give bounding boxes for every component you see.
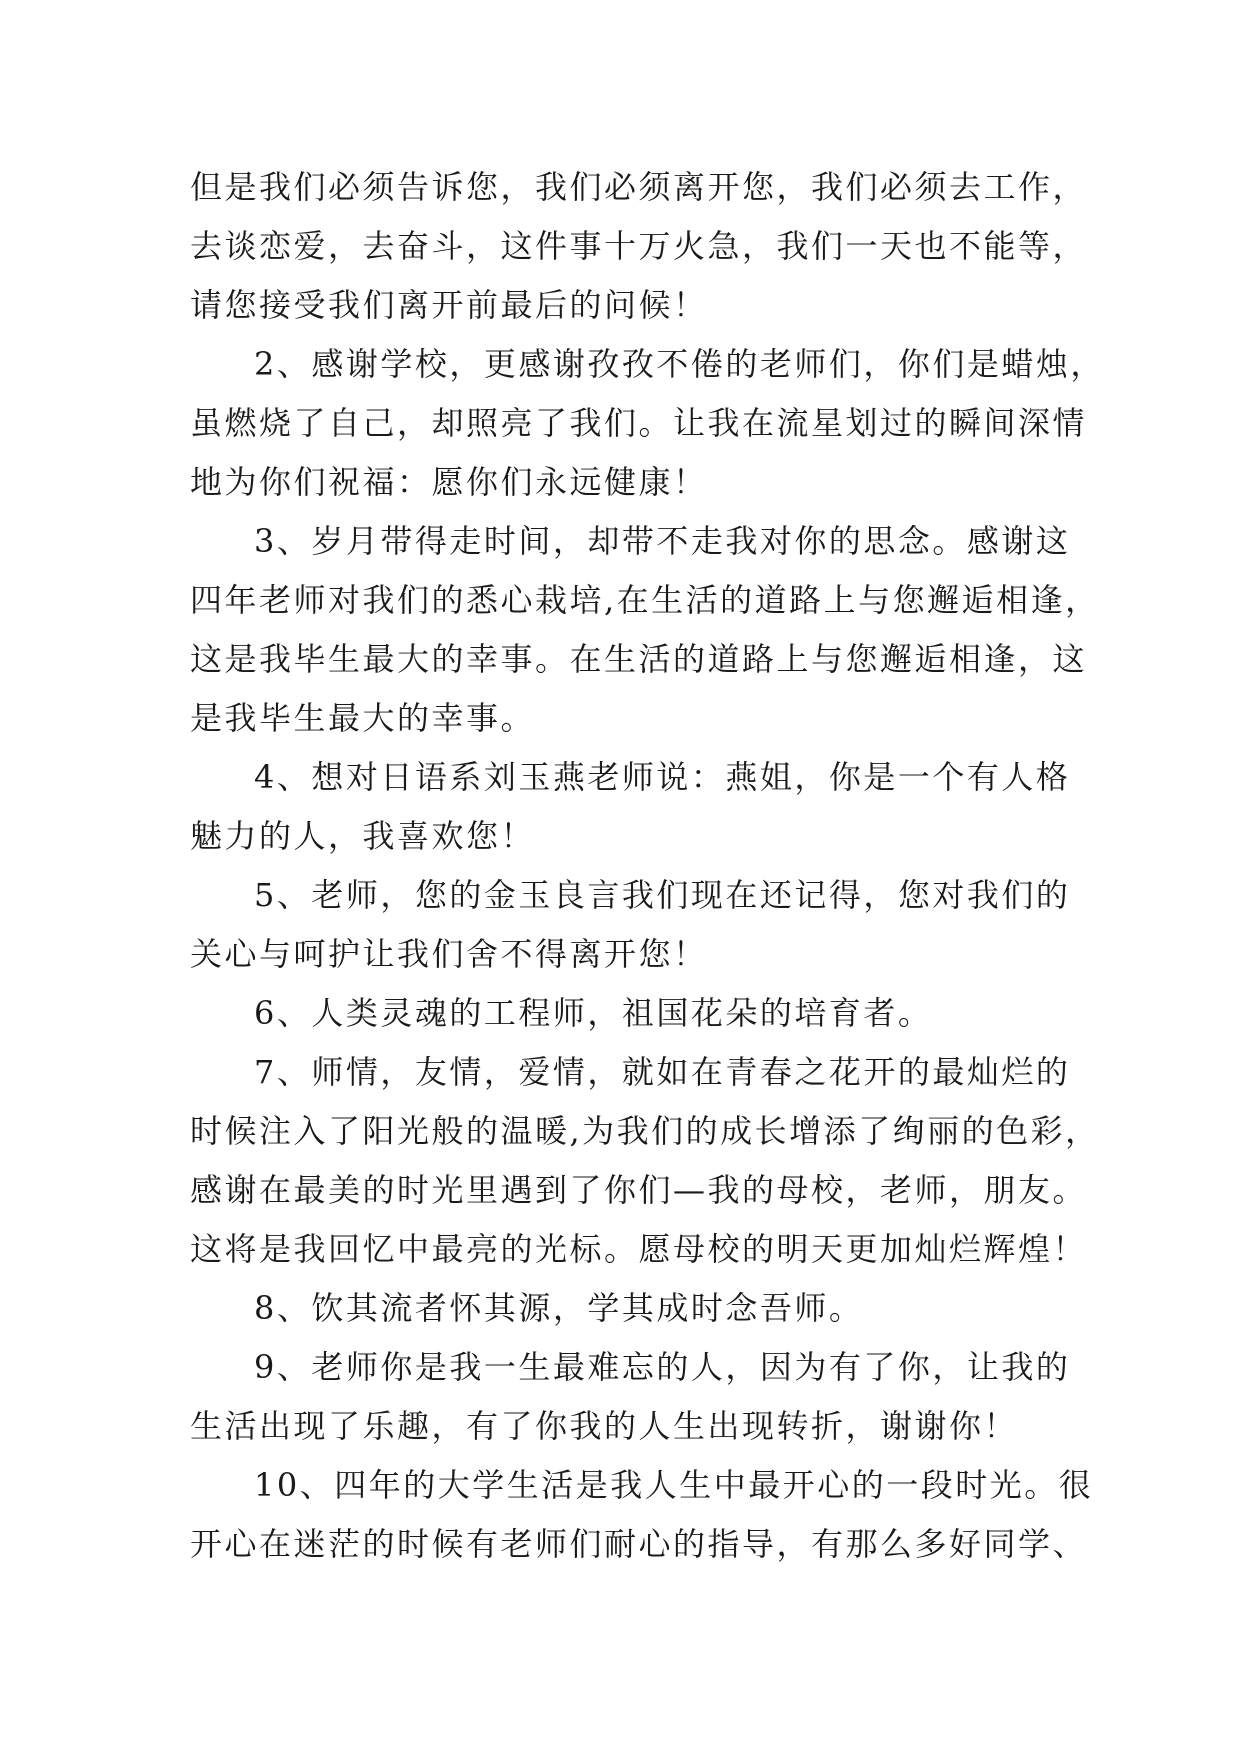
text-line: 但是我们必须告诉您，我们必须离开您，我们必须去工作， xyxy=(190,168,1088,206)
text-line: 生活出现了乐趣，有了你我的人生出现转折，谢谢你！ xyxy=(190,1407,1019,1445)
paragraph-start-line: 3、岁月带得走时间，却带不走我对你的思念。感谢这 xyxy=(254,522,1071,560)
text-line: 四年老师对我们的悉心栽培,在生活的道路上与您邂逅相逢， xyxy=(190,581,1100,619)
text-line: 时候注入了阳光般的温暖,为我们的成长增添了绚丽的色彩， xyxy=(190,1112,1100,1150)
text-line: 地为你们祝福：愿你们永远健康！ xyxy=(190,463,708,501)
text-line: 关心与呵护让我们舍不得离开您！ xyxy=(190,935,708,973)
paragraph-start-line: 2、感谢学校，更感谢孜孜不倦的老师们，你们是蜡烛， xyxy=(254,345,1105,383)
paragraph-start-line: 7、师情，友情，爱情，就如在青春之花开的最灿烂的 xyxy=(254,1053,1071,1091)
paragraph-start-line: 8、饮其流者怀其源，学其成时念吾师。 xyxy=(254,1289,864,1327)
text-line: 这是我毕生最大的幸事。在生活的道路上与您邂逅相逢，这 xyxy=(190,640,1088,678)
paragraph-start-line: 4、想对日语系刘玉燕老师说：燕姐，你是一个有人格 xyxy=(254,758,1071,796)
text-line: 虽燃烧了自己，却照亮了我们。让我在流星划过的瞬间深情 xyxy=(190,404,1088,442)
text-line: 感谢在最美的时光里遇到了你们—我的母校，老师，朋友。 xyxy=(190,1171,1088,1209)
document-body xyxy=(190,158,1105,1574)
paragraph-start-line: 10、四年的大学生活是我人生中最开心的一段时光。很 xyxy=(254,1466,1094,1504)
text-line: 是我毕生最大的幸事。 xyxy=(190,699,536,737)
paragraph-start-line: 5、老师，您的金玉良言我们现在还记得，您对我们的 xyxy=(254,876,1071,914)
text-line: 这将是我回忆中最亮的光标。愿母校的明天更加灿烂辉煌！ xyxy=(190,1230,1088,1268)
paragraph-start-line: 9、老师你是我一生最难忘的人，因为有了你，让我的 xyxy=(254,1348,1071,1386)
text-line: 开心在迷茫的时候有老师们耐心的指导，有那么多好同学、 xyxy=(190,1525,1088,1563)
text-line: 魅力的人，我喜欢您！ xyxy=(190,817,536,855)
paragraph-start-line: 6、人类灵魂的工程师，祖国花朵的培育者。 xyxy=(254,994,933,1032)
text-line: 请您接受我们离开前最后的问候！ xyxy=(190,286,708,324)
text-line: 去谈恋爱，去奋斗，这件事十万火急，我们一天也不能等， xyxy=(190,227,1088,265)
